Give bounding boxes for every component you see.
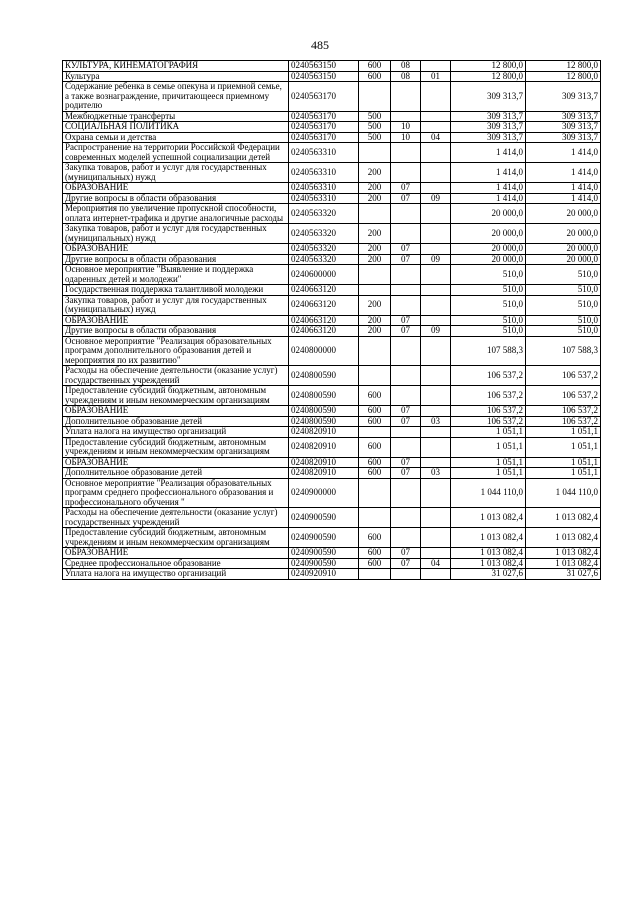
cell-target-code: 0240563310 — [289, 193, 359, 204]
cell-section: 07 — [391, 406, 421, 417]
cell-expense-type: 600 — [359, 406, 391, 417]
cell-amount-year2: 510,0 — [526, 315, 601, 326]
table-row — [63, 326, 601, 337]
cell-expense-type — [359, 336, 391, 366]
cell-subsection — [421, 457, 451, 468]
cell-amount-year2: 510,0 — [526, 326, 601, 337]
cell-name: Закупка товаров, работ и услуг для государственных (муниципальных) нужд — [63, 295, 289, 315]
cell-amount-year2: 1 013 082,4 — [526, 528, 601, 548]
table-row — [63, 386, 601, 406]
cell-expense-type — [359, 265, 391, 285]
cell-amount-year1: 31 027,6 — [451, 569, 526, 580]
table-row — [63, 528, 601, 548]
cell-expense-type: 200 — [359, 244, 391, 255]
cell-name: Основное мероприятие "Реализация образовательных программ дополнительного образования детей и мероприятия по их развитию" — [63, 336, 289, 366]
cell-expense-type: 500 — [359, 122, 391, 133]
cell-amount-year2: 1 414,0 — [526, 143, 601, 163]
cell-expense-type: 600 — [359, 437, 391, 457]
cell-subsection — [421, 224, 451, 244]
table-row — [63, 254, 601, 265]
cell-amount-year1: 1 051,1 — [451, 437, 526, 457]
cell-expense-type — [359, 204, 391, 224]
cell-name: КУЛЬТУРА, КИНЕМАТОГРАФИЯ — [63, 61, 289, 72]
cell-target-code: 0240563170 — [289, 111, 359, 122]
cell-section — [391, 224, 421, 244]
cell-expense-type: 600 — [359, 386, 391, 406]
cell-amount-year1: 12 800,0 — [451, 61, 526, 72]
table-row — [63, 265, 601, 285]
cell-section: 07 — [391, 416, 421, 427]
cell-section: 08 — [391, 71, 421, 82]
cell-target-code: 0240663120 — [289, 326, 359, 337]
table-row — [63, 416, 601, 427]
cell-name: Расходы на обеспечение деятельности (оказание услуг) государственных учреждений — [63, 508, 289, 528]
cell-subsection — [421, 143, 451, 163]
cell-section: 07 — [391, 548, 421, 559]
cell-name: ОБРАЗОВАНИЕ — [63, 244, 289, 255]
cell-expense-type — [359, 285, 391, 296]
cell-amount-year2: 106 537,2 — [526, 386, 601, 406]
cell-name: ОБРАЗОВАНИЕ — [63, 315, 289, 326]
cell-expense-type: 200 — [359, 315, 391, 326]
cell-target-code: 0240920910 — [289, 569, 359, 580]
cell-name: Другие вопросы в области образования — [63, 326, 289, 337]
table-row — [63, 82, 601, 112]
cell-section: 07 — [391, 183, 421, 194]
cell-name: Расходы на обеспечение деятельности (оказание услуг) государственных учреждений — [63, 366, 289, 386]
cell-target-code: 0240900590 — [289, 548, 359, 559]
table-row — [63, 468, 601, 479]
cell-name: Государственная поддержка талантливой молодежи — [63, 285, 289, 296]
table-row — [63, 71, 601, 82]
cell-expense-type: 200 — [359, 163, 391, 183]
cell-name: ОБРАЗОВАНИЕ — [63, 457, 289, 468]
cell-amount-year1: 1 414,0 — [451, 193, 526, 204]
cell-amount-year1: 1 013 082,4 — [451, 558, 526, 569]
cell-section: 07 — [391, 315, 421, 326]
cell-subsection: 01 — [421, 71, 451, 82]
cell-section — [391, 478, 421, 508]
cell-amount-year1: 20 000,0 — [451, 254, 526, 265]
cell-section — [391, 285, 421, 296]
cell-name: Предоставление субсидий бюджетным, автономным учреждениям и иным некоммерческим организациям — [63, 437, 289, 457]
cell-target-code: 0240800590 — [289, 406, 359, 417]
cell-subsection — [421, 295, 451, 315]
cell-target-code: 0240800590 — [289, 386, 359, 406]
cell-section — [391, 508, 421, 528]
cell-name: Основное мероприятие "Реализация образовательных программ среднего профессионального образования и профессионального обучения " — [63, 478, 289, 508]
cell-amount-year2: 1 051,1 — [526, 437, 601, 457]
cell-target-code: 0240563170 — [289, 82, 359, 112]
cell-name: Уплата налога на имущество организаций — [63, 427, 289, 438]
cell-amount-year1: 1 414,0 — [451, 143, 526, 163]
cell-subsection — [421, 244, 451, 255]
cell-amount-year2: 309 313,7 — [526, 132, 601, 143]
cell-section: 07 — [391, 558, 421, 569]
cell-subsection — [421, 427, 451, 438]
cell-amount-year2: 309 313,7 — [526, 122, 601, 133]
cell-amount-year1: 1 013 082,4 — [451, 528, 526, 548]
cell-amount-year1: 510,0 — [451, 285, 526, 296]
cell-subsection — [421, 82, 451, 112]
cell-subsection — [421, 406, 451, 417]
cell-subsection — [421, 285, 451, 296]
cell-amount-year1: 510,0 — [451, 326, 526, 337]
budget-table-body — [63, 61, 601, 580]
cell-expense-type: 600 — [359, 71, 391, 82]
cell-amount-year2: 106 537,2 — [526, 416, 601, 427]
cell-amount-year1: 106 537,2 — [451, 406, 526, 417]
cell-amount-year2: 12 800,0 — [526, 61, 601, 72]
cell-subsection — [421, 437, 451, 457]
cell-amount-year1: 107 588,3 — [451, 336, 526, 366]
cell-target-code: 0240663120 — [289, 315, 359, 326]
cell-amount-year2: 107 588,3 — [526, 336, 601, 366]
cell-subsection — [421, 478, 451, 508]
cell-subsection — [421, 569, 451, 580]
cell-name: ОБРАЗОВАНИЕ — [63, 548, 289, 559]
cell-amount-year2: 20 000,0 — [526, 224, 601, 244]
table-row — [63, 478, 601, 508]
table-row — [63, 548, 601, 559]
cell-amount-year2: 31 027,6 — [526, 569, 601, 580]
table-row — [63, 336, 601, 366]
cell-target-code: 0240563150 — [289, 61, 359, 72]
cell-expense-type — [359, 427, 391, 438]
table-row — [63, 244, 601, 255]
cell-subsection — [421, 528, 451, 548]
cell-amount-year1: 309 313,7 — [451, 122, 526, 133]
cell-amount-year1: 1 414,0 — [451, 183, 526, 194]
cell-target-code: 0240800590 — [289, 366, 359, 386]
cell-target-code: 0240820910 — [289, 457, 359, 468]
cell-section — [391, 204, 421, 224]
cell-name: Другие вопросы в области образования — [63, 193, 289, 204]
page-number: 485 — [311, 38, 329, 52]
table-row — [63, 163, 601, 183]
cell-name: Мероприятия по увеличение пропускной способности, оплата интернет-трафика и другие аналогичные расходы — [63, 204, 289, 224]
cell-amount-year1: 510,0 — [451, 265, 526, 285]
cell-amount-year1: 309 313,7 — [451, 132, 526, 143]
cell-amount-year2: 510,0 — [526, 265, 601, 285]
cell-amount-year2: 1 051,1 — [526, 427, 601, 438]
cell-section: 07 — [391, 254, 421, 265]
cell-subsection: 04 — [421, 558, 451, 569]
cell-expense-type — [359, 569, 391, 580]
cell-amount-year1: 20 000,0 — [451, 244, 526, 255]
cell-subsection — [421, 122, 451, 133]
cell-subsection — [421, 548, 451, 559]
cell-amount-year2: 1 414,0 — [526, 163, 601, 183]
table-row — [63, 558, 601, 569]
cell-name: Уплата налога на имущество организаций — [63, 569, 289, 580]
table-row — [63, 366, 601, 386]
cell-target-code: 0240820910 — [289, 437, 359, 457]
cell-section: 08 — [391, 61, 421, 72]
cell-amount-year1: 106 537,2 — [451, 366, 526, 386]
cell-target-code: 0240563310 — [289, 183, 359, 194]
cell-subsection — [421, 508, 451, 528]
cell-amount-year2: 106 537,2 — [526, 406, 601, 417]
cell-amount-year1: 1 044 110,0 — [451, 478, 526, 508]
cell-amount-year2: 106 537,2 — [526, 366, 601, 386]
cell-name: ОБРАЗОВАНИЕ — [63, 406, 289, 417]
cell-subsection: 03 — [421, 468, 451, 479]
cell-expense-type: 500 — [359, 111, 391, 122]
cell-name: Содержание ребенка в семье опекуна и приемной семье, а также вознаграждение, причитающееся приемному родителю — [63, 82, 289, 112]
cell-amount-year2: 309 313,7 — [526, 111, 601, 122]
cell-section: 07 — [391, 244, 421, 255]
cell-name: Распространение на территории Российской Федерации современных моделей успешной социализации детей — [63, 143, 289, 163]
cell-target-code: 0240820910 — [289, 468, 359, 479]
table-row — [63, 457, 601, 468]
cell-section — [391, 143, 421, 163]
cell-amount-year2: 1 051,1 — [526, 457, 601, 468]
cell-section — [391, 265, 421, 285]
cell-expense-type: 600 — [359, 61, 391, 72]
table-row — [63, 61, 601, 72]
cell-section: 07 — [391, 326, 421, 337]
cell-name: Закупка товаров, работ и услуг для государственных (муниципальных) нужд — [63, 224, 289, 244]
cell-amount-year2: 1 013 082,4 — [526, 558, 601, 569]
cell-amount-year1: 1 013 082,4 — [451, 548, 526, 559]
cell-subsection — [421, 386, 451, 406]
cell-expense-type: 200 — [359, 224, 391, 244]
cell-name: Дополнительное образование детей — [63, 468, 289, 479]
cell-section — [391, 111, 421, 122]
cell-target-code: 0240900590 — [289, 508, 359, 528]
table-row — [63, 132, 601, 143]
cell-subsection — [421, 265, 451, 285]
cell-amount-year1: 1 051,1 — [451, 468, 526, 479]
cell-name: Другие вопросы в области образования — [63, 254, 289, 265]
cell-amount-year1: 309 313,7 — [451, 82, 526, 112]
cell-amount-year1: 106 537,2 — [451, 386, 526, 406]
table-row — [63, 122, 601, 133]
table-row — [63, 183, 601, 194]
cell-name: Дополнительное образование детей — [63, 416, 289, 427]
table-row — [63, 143, 601, 163]
table-row — [63, 569, 601, 580]
budget-table — [62, 60, 601, 580]
cell-subsection: 09 — [421, 193, 451, 204]
cell-section — [391, 437, 421, 457]
cell-target-code: 0240563320 — [289, 204, 359, 224]
cell-amount-year2: 1 414,0 — [526, 183, 601, 194]
cell-expense-type: 600 — [359, 457, 391, 468]
cell-expense-type — [359, 478, 391, 508]
cell-target-code: 0240563170 — [289, 132, 359, 143]
cell-amount-year1: 309 313,7 — [451, 111, 526, 122]
cell-amount-year1: 1 051,1 — [451, 457, 526, 468]
cell-subsection — [421, 204, 451, 224]
cell-expense-type: 200 — [359, 326, 391, 337]
cell-name: Среднее профессиональное образование — [63, 558, 289, 569]
cell-amount-year2: 20 000,0 — [526, 204, 601, 224]
cell-name: Предоставление субсидий бюджетным, автономным учреждениям и иным некоммерческим организациям — [63, 386, 289, 406]
table-row — [63, 427, 601, 438]
cell-expense-type — [359, 143, 391, 163]
table-row — [63, 111, 601, 122]
table-row — [63, 295, 601, 315]
cell-expense-type: 600 — [359, 548, 391, 559]
table-row — [63, 437, 601, 457]
cell-section: 07 — [391, 457, 421, 468]
cell-target-code: 0240900000 — [289, 478, 359, 508]
cell-expense-type: 200 — [359, 254, 391, 265]
cell-amount-year2: 510,0 — [526, 285, 601, 296]
cell-subsection — [421, 111, 451, 122]
cell-section — [391, 386, 421, 406]
cell-target-code: 0240563150 — [289, 71, 359, 82]
cell-expense-type: 500 — [359, 132, 391, 143]
cell-name: ОБРАЗОВАНИЕ — [63, 183, 289, 194]
cell-amount-year1: 1 414,0 — [451, 163, 526, 183]
cell-amount-year1: 12 800,0 — [451, 71, 526, 82]
cell-amount-year2: 309 313,7 — [526, 82, 601, 112]
cell-subsection — [421, 366, 451, 386]
table-row — [63, 406, 601, 417]
cell-amount-year1: 510,0 — [451, 315, 526, 326]
cell-section — [391, 336, 421, 366]
cell-section: 07 — [391, 193, 421, 204]
cell-amount-year2: 1 051,1 — [526, 468, 601, 479]
table-row — [63, 204, 601, 224]
cell-expense-type: 200 — [359, 295, 391, 315]
cell-amount-year2: 12 800,0 — [526, 71, 601, 82]
cell-amount-year1: 106 537,2 — [451, 416, 526, 427]
cell-section: 10 — [391, 122, 421, 133]
table-row — [63, 508, 601, 528]
cell-section — [391, 295, 421, 315]
cell-target-code: 0240563320 — [289, 224, 359, 244]
cell-section: 10 — [391, 132, 421, 143]
cell-subsection — [421, 163, 451, 183]
cell-amount-year1: 20 000,0 — [451, 204, 526, 224]
cell-expense-type: 600 — [359, 416, 391, 427]
cell-subsection: 09 — [421, 326, 451, 337]
cell-expense-type — [359, 366, 391, 386]
cell-section — [391, 82, 421, 112]
cell-target-code: 0240600000 — [289, 265, 359, 285]
cell-target-code: 0240563170 — [289, 122, 359, 133]
cell-subsection — [421, 183, 451, 194]
cell-name: СОЦИАЛЬНАЯ ПОЛИТИКА — [63, 122, 289, 133]
cell-name: Основное мероприятие "Выявление и поддержка одаренных детей и молодежи" — [63, 265, 289, 285]
cell-amount-year2: 1 013 082,4 — [526, 548, 601, 559]
cell-subsection: 09 — [421, 254, 451, 265]
cell-amount-year1: 510,0 — [451, 295, 526, 315]
cell-expense-type: 600 — [359, 468, 391, 479]
cell-target-code: 0240800000 — [289, 336, 359, 366]
cell-amount-year1: 1 013 082,4 — [451, 508, 526, 528]
cell-section — [391, 163, 421, 183]
table-row — [63, 224, 601, 244]
cell-expense-type: 600 — [359, 528, 391, 548]
cell-subsection — [421, 336, 451, 366]
cell-expense-type — [359, 82, 391, 112]
cell-amount-year1: 20 000,0 — [451, 224, 526, 244]
cell-expense-type: 200 — [359, 183, 391, 194]
cell-name: Охрана семьи и детства — [63, 132, 289, 143]
cell-target-code: 0240900590 — [289, 558, 359, 569]
cell-section — [391, 427, 421, 438]
cell-section — [391, 569, 421, 580]
cell-subsection: 04 — [421, 132, 451, 143]
cell-amount-year2: 20 000,0 — [526, 244, 601, 255]
cell-target-code: 0240820910 — [289, 427, 359, 438]
cell-target-code: 0240663120 — [289, 285, 359, 296]
table-row — [63, 193, 601, 204]
cell-target-code: 0240663120 — [289, 295, 359, 315]
cell-target-code: 0240800590 — [289, 416, 359, 427]
cell-name: Закупка товаров, работ и услуг для государственных (муниципальных) нужд — [63, 163, 289, 183]
cell-expense-type: 600 — [359, 558, 391, 569]
cell-name: Межбюджетные трансферты — [63, 111, 289, 122]
cell-amount-year1: 1 051,1 — [451, 427, 526, 438]
cell-expense-type: 200 — [359, 193, 391, 204]
cell-name: Культура — [63, 71, 289, 82]
cell-amount-year2: 1 044 110,0 — [526, 478, 601, 508]
cell-expense-type — [359, 508, 391, 528]
cell-name: Предоставление субсидий бюджетным, автономным учреждениям и иным некоммерческим организациям — [63, 528, 289, 548]
cell-subsection — [421, 61, 451, 72]
cell-amount-year2: 20 000,0 — [526, 254, 601, 265]
cell-target-code: 0240563310 — [289, 143, 359, 163]
cell-amount-year2: 1 013 082,4 — [526, 508, 601, 528]
table-row — [63, 285, 601, 296]
cell-amount-year2: 1 414,0 — [526, 193, 601, 204]
cell-target-code: 0240563310 — [289, 163, 359, 183]
cell-section: 07 — [391, 468, 421, 479]
cell-section — [391, 528, 421, 548]
cell-target-code: 0240563320 — [289, 254, 359, 265]
cell-subsection — [421, 315, 451, 326]
cell-section — [391, 366, 421, 386]
cell-subsection: 03 — [421, 416, 451, 427]
cell-target-code: 0240563320 — [289, 244, 359, 255]
cell-target-code: 0240900590 — [289, 528, 359, 548]
table-row — [63, 315, 601, 326]
cell-amount-year2: 510,0 — [526, 295, 601, 315]
